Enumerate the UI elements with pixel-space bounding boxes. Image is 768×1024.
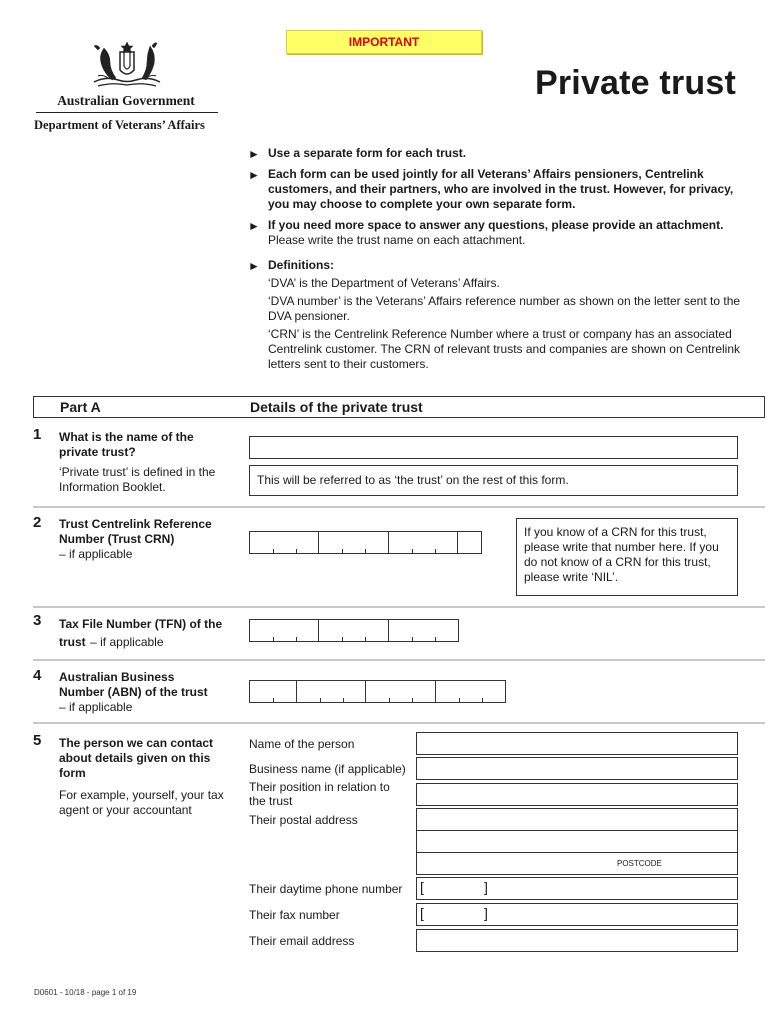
intro-section (248, 146, 748, 378)
postal-address-line-3[interactable] (416, 852, 738, 875)
contact-name-input[interactable] (416, 732, 738, 755)
tfn-input[interactable] (249, 619, 459, 642)
question-text: Tax File Number (TFN) of the trust (59, 617, 223, 649)
intro-bullet-definitions (248, 258, 748, 372)
name-label: Name of the person (249, 737, 355, 751)
trust-name-note: This will be referred to as ‘the trust’ on the rest of this form. (249, 465, 738, 496)
section-divider (33, 506, 765, 508)
question-text: Australian Business Number (ABN) of the trust (59, 670, 208, 699)
coat-of-arms-icon (84, 36, 170, 94)
email-input[interactable] (416, 929, 738, 952)
question-suffix: – if applicable (90, 635, 164, 649)
part-title: Details of the private trust (250, 399, 423, 415)
phone-label: Their daytime phone number (249, 882, 403, 896)
department-name: Department of Veterans’ Affairs (34, 118, 205, 132)
position-input[interactable] (416, 783, 738, 806)
area-code-bracket-open: [ (420, 905, 424, 921)
question-number: 3 (33, 612, 42, 629)
bullet-text: Use a separate form for each trust. (268, 146, 467, 160)
area-code-bracket-close: ] (484, 905, 488, 921)
business-name-input[interactable] (416, 757, 738, 780)
header-divider (36, 112, 218, 113)
question-5 (59, 736, 229, 818)
section-divider (33, 722, 765, 724)
crn-info-box: If you know of a CRN for this trust, please write that number here. If you do not know of a CRN for this trust, please write ‘NIL’. (516, 518, 738, 596)
question-suffix: – if applicable (59, 700, 133, 714)
definition-crn: ‘CRN’ is the Centrelink Reference Number where a trust or company has an associated Centrelink customer. The CRN of relevant trusts and companies are shown on Centrelink letters sent to their customers. (268, 327, 741, 371)
trust-name-input[interactable] (249, 436, 738, 459)
section-divider (33, 659, 765, 661)
definition-dva: ‘DVA’ is the Department of Veterans’ Affairs. (268, 276, 500, 290)
question-text: The person we can contact about details given on this form (59, 736, 214, 780)
question-2 (59, 517, 229, 562)
question-number: 5 (33, 732, 42, 749)
intro-bullet (248, 167, 748, 212)
intro-bullet (248, 218, 748, 248)
question-1 (59, 430, 219, 495)
fax-label: Their fax number (249, 908, 340, 922)
question-4 (59, 670, 219, 715)
phone-input[interactable] (416, 877, 738, 900)
question-note: For example, yourself, your tax agent or your accountant (59, 788, 224, 817)
government-name: Australian Government (57, 93, 195, 108)
area-code-bracket-open: [ (420, 879, 424, 895)
fax-input[interactable] (416, 903, 738, 926)
postcode-label: POSTCODE (617, 859, 662, 868)
part-a-header (33, 396, 765, 418)
arrow-right-icon: ► (248, 259, 260, 273)
postal-address-line-2[interactable] (416, 830, 738, 853)
question-number: 2 (33, 514, 42, 531)
definitions-heading: Definitions: (268, 258, 334, 272)
bullet-text: Each form can be used jointly for all Veterans’ Affairs pensioners, Centrelink customers, and their partners, who are involved in the trust. However, for privacy, you may choose to complete your own separate form. (268, 167, 734, 211)
question-text: What is the name of the private trust? (59, 430, 194, 459)
bullet-text: If you need more space to answer any questions, please provide an attachment. (268, 218, 724, 232)
abn-input[interactable] (249, 680, 506, 703)
business-label: Business name (if applicable) (249, 762, 406, 776)
bullet-subtext: Please write the trust name on each attachment. (268, 233, 526, 247)
question-number: 1 (33, 426, 42, 443)
question-suffix: – if applicable (59, 547, 133, 561)
arrow-right-icon: ► (248, 168, 260, 182)
crn-input[interactable] (249, 531, 482, 554)
question-number: 4 (33, 667, 42, 684)
section-divider (33, 606, 765, 608)
definition-dva-number: ‘DVA number’ is the Veterans’ Affairs reference number as shown on the letter sent to the DVA pensioner. (268, 294, 741, 323)
email-label: Their email address (249, 934, 355, 948)
form-title: Private trust (534, 64, 736, 102)
part-label: Part A (60, 399, 101, 415)
arrow-right-icon: ► (248, 147, 260, 161)
intro-bullet (248, 146, 748, 161)
question-3 (59, 615, 229, 651)
arrow-right-icon: ► (248, 219, 260, 233)
postal-address-line-1[interactable] (416, 808, 738, 831)
important-banner: IMPORTANT (286, 30, 482, 54)
question-note: ‘Private trust’ is defined in the Information Booklet. (59, 465, 216, 494)
page-footer: D0601 - 10/18 - page 1 of 19 (34, 988, 137, 997)
question-text: Trust Centrelink Reference Number (Trust CRN) (59, 517, 212, 546)
area-code-bracket-close: ] (484, 879, 488, 895)
position-label: Their position in relation to the trust (249, 780, 390, 808)
postal-label: Their postal address (249, 813, 358, 827)
